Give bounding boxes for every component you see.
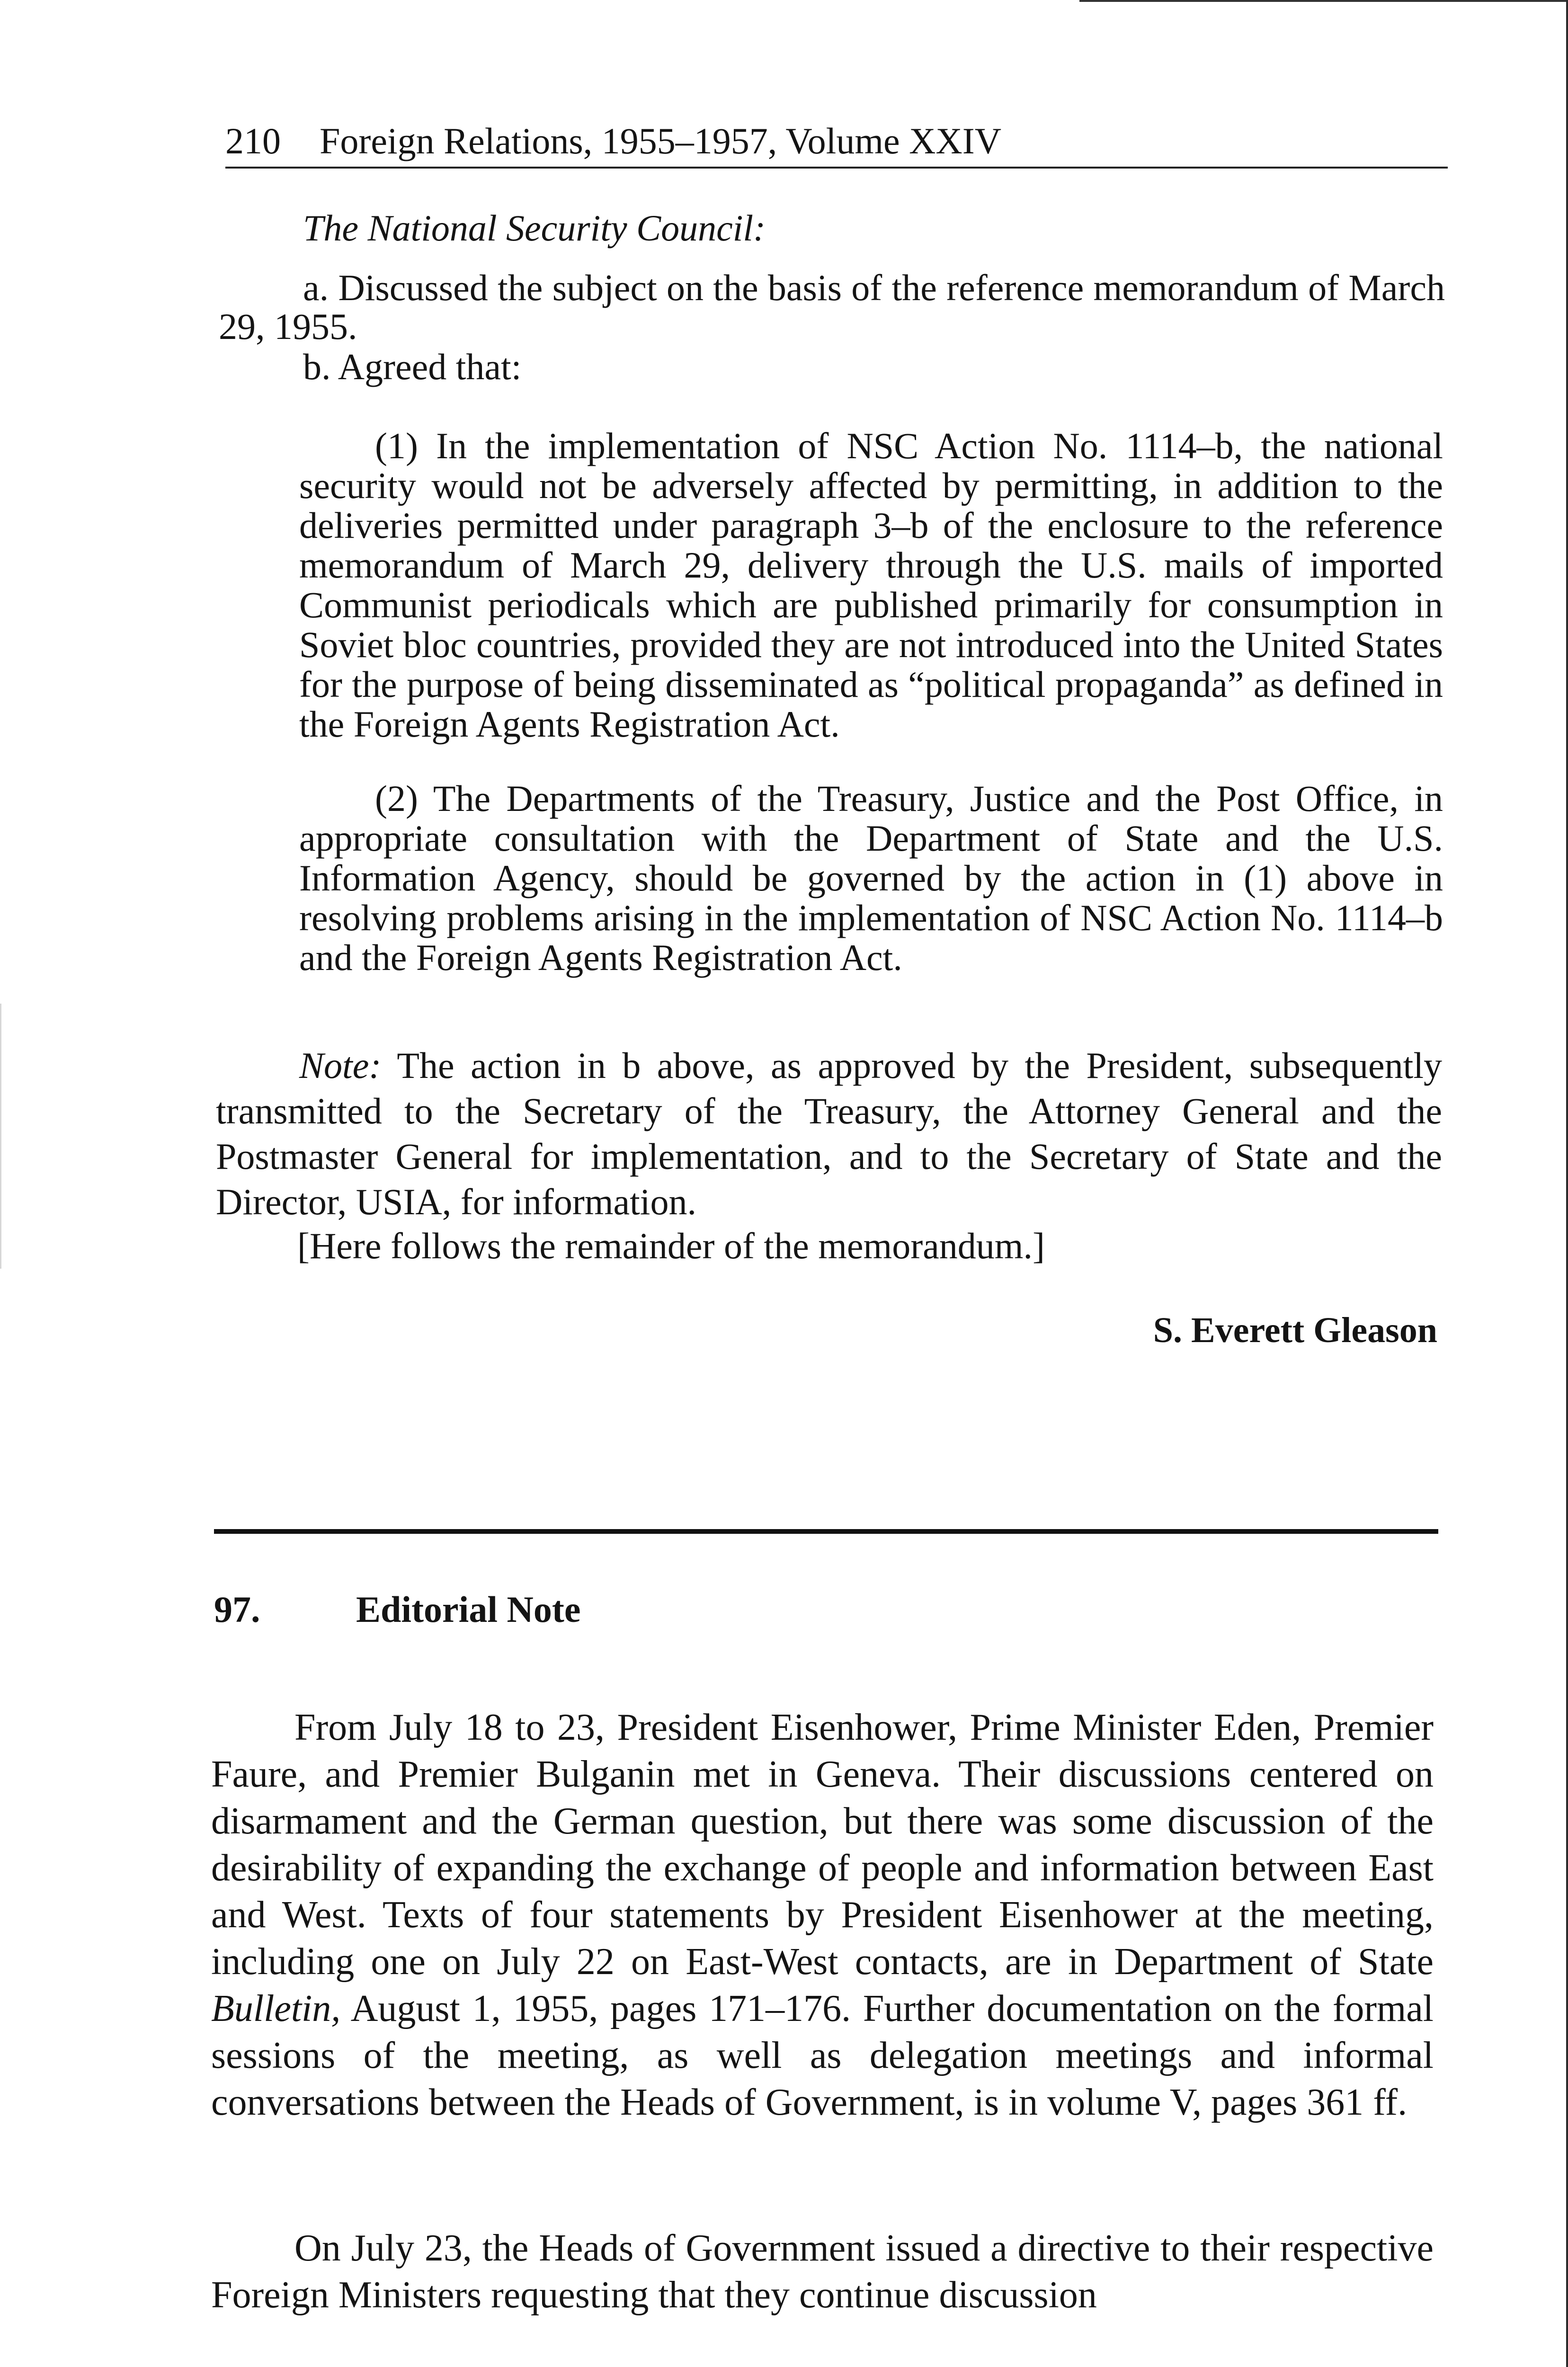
scan-edge-left: [0, 1004, 1, 1269]
header-rule: [225, 167, 1448, 169]
subparagraph-1: (1) In the implementation of NSC Action No. 1114–b, the national security would not be adversely affected by permitting, in addition to the deliveries permitted under paragraph 3–b of the enclosure to the reference memorandum of March 29, delivery through the U.S. mails of imported Communist periodicals which are published primarily for consumption in Soviet bloc countries, provided they are not introduced into the United States for the purpose of being disseminated as “political propaganda” as defined in the Foreign Agents Registration Act.: [299, 425, 1443, 745]
note-paragraph: [216, 1043, 1442, 1225]
item-b: b. Agreed that:: [303, 346, 522, 387]
editorial-text-1a: From July 18 to 23, President Eisenhower, Prime Minister Eden, Premier Faure, and Premier Bulganin met in Geneva. Their discussions centered on disarmament and the German question, but there was some discussion of the desirability of expanding the exchange of people and information between East and West. Texts of four statements by President Eisenhower at the meeting, including one on July 22 on East-West contacts, are in Department of State: [211, 1707, 1434, 1983]
editorial-paragraph-2: On July 23, the Heads of Government issued a directive to their respective Foreign Ministers requesting that they continue discussion: [211, 2227, 1434, 2316]
editorial-text-1b: August 1, 1955, pages 171–176. Further documentation on the formal sessions of the meeting, as well as delegation meetings and informal conversations between the Heads of Government, is in volume V, pages 361 ff.: [211, 1988, 1434, 2123]
signature: S. Everett Gleason: [1153, 1310, 1437, 1350]
running-head: [225, 118, 1447, 164]
editorial-paragraph-1: [211, 1704, 1434, 2126]
remainder-note: [Here follows the remainder of the memorandum.]: [297, 1225, 1045, 1266]
note-text: The action in b above, as approved by the President, subsequently transmitted to the Secretary of the Treasury, the Attorney General and the Postmaster General for implementation, and to the Secretary of State and the Director, USIA, for information.: [216, 1045, 1442, 1222]
subparagraph-2: (2) The Departments of the Treasury, Justice and the Post Office, in appropriate consultation with the Department of State and the U.S. Information Agency, should be governed by the action in (1) above in resolving problems arising in the implementation of NSC Action No. 1114–b and the Foreign Agents Registration Act.: [299, 778, 1443, 978]
document-number: 97.: [214, 1589, 260, 1630]
note-label: Note:: [299, 1045, 382, 1086]
page-number: 210: [225, 120, 281, 161]
scan-edge-top: [1079, 0, 1568, 2]
item-a: a. Discussed the subject on the basis of the reference memorandum of March 29, 1955.: [219, 267, 1445, 347]
document-title: Editorial Note: [356, 1589, 581, 1630]
council-heading: The National Security Council:: [303, 207, 766, 249]
scan-edge-right: [1566, 0, 1568, 2367]
section-divider: [214, 1529, 1438, 1534]
running-title: Foreign Relations, 1955–1957, Volume XXIV: [320, 120, 1002, 161]
bulletin-title: Bulletin,: [211, 1988, 341, 2029]
